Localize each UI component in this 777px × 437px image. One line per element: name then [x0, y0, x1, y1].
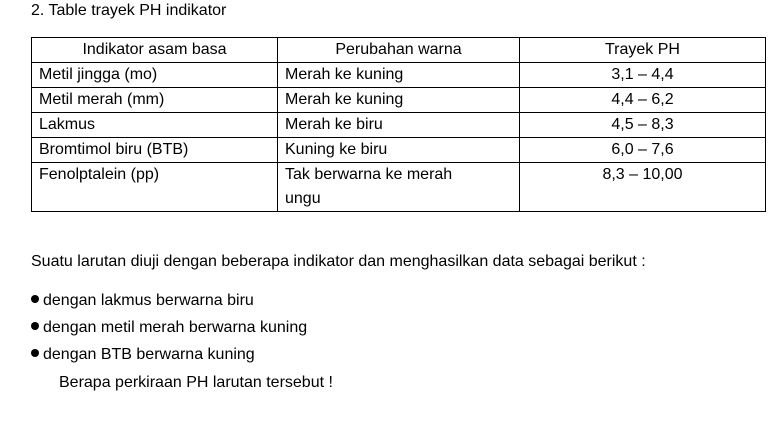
table-header-row: [32, 38, 766, 63]
bullet-icon: [31, 349, 39, 357]
bullet-icon: [31, 322, 39, 330]
ph-range-cell: 4,5 – 8,3: [520, 113, 766, 138]
table-row: [32, 138, 766, 163]
list-item-text: dengan metil merah berwarna kuning: [43, 319, 308, 336]
intro-text: Suatu larutan diuji dengan beberapa indikator dan menghasilkan data sebagai berikut :: [31, 253, 646, 270]
color-change-line: ungu: [285, 190, 321, 207]
page-title: 2. Table trayek PH indikator: [31, 2, 227, 19]
list-item-text: dengan lakmus berwarna biru: [43, 292, 254, 309]
color-change-cell: Kuning ke biru: [278, 138, 520, 163]
column-header-indicator: Indikator asam basa: [32, 38, 278, 63]
ph-range-cell: 3,1 – 4,4: [520, 63, 766, 88]
table-row: [32, 163, 766, 212]
question-text: Berapa perkiraan PH larutan tersebut !: [59, 374, 333, 391]
list-item: [31, 318, 307, 345]
table-row: [32, 113, 766, 138]
color-change-cell: [278, 163, 520, 212]
list-item-text: dengan BTB berwarna kuning: [43, 346, 255, 363]
observation-list: [31, 291, 307, 372]
ph-range-cell: 6,0 – 7,6: [520, 138, 766, 163]
indicator-cell: Fenolptalein (pp): [32, 163, 278, 212]
bullet-icon: [31, 295, 39, 303]
indicator-cell: Metil jingga (mo): [32, 63, 278, 88]
color-change-line: Tak berwarna ke merah: [285, 166, 453, 183]
color-change-cell: Merah ke kuning: [278, 63, 520, 88]
table-row: [32, 63, 766, 88]
indicator-cell: Bromtimol biru (BTB): [32, 138, 278, 163]
table-row: [32, 88, 766, 113]
list-item: [31, 291, 307, 318]
list-item: [31, 345, 307, 372]
indicator-cell: Lakmus: [32, 113, 278, 138]
indicator-table: [31, 37, 766, 212]
color-change-cell: Merah ke kuning: [278, 88, 520, 113]
column-header-ph-range: Trayek PH: [520, 38, 766, 63]
ph-range-cell: 8,3 – 10,00: [520, 163, 766, 212]
ph-range-cell: 4,4 – 6,2: [520, 88, 766, 113]
color-change-cell: Merah ke biru: [278, 113, 520, 138]
indicator-cell: Metil merah (mm): [32, 88, 278, 113]
column-header-color-change: Perubahan warna: [278, 38, 520, 63]
